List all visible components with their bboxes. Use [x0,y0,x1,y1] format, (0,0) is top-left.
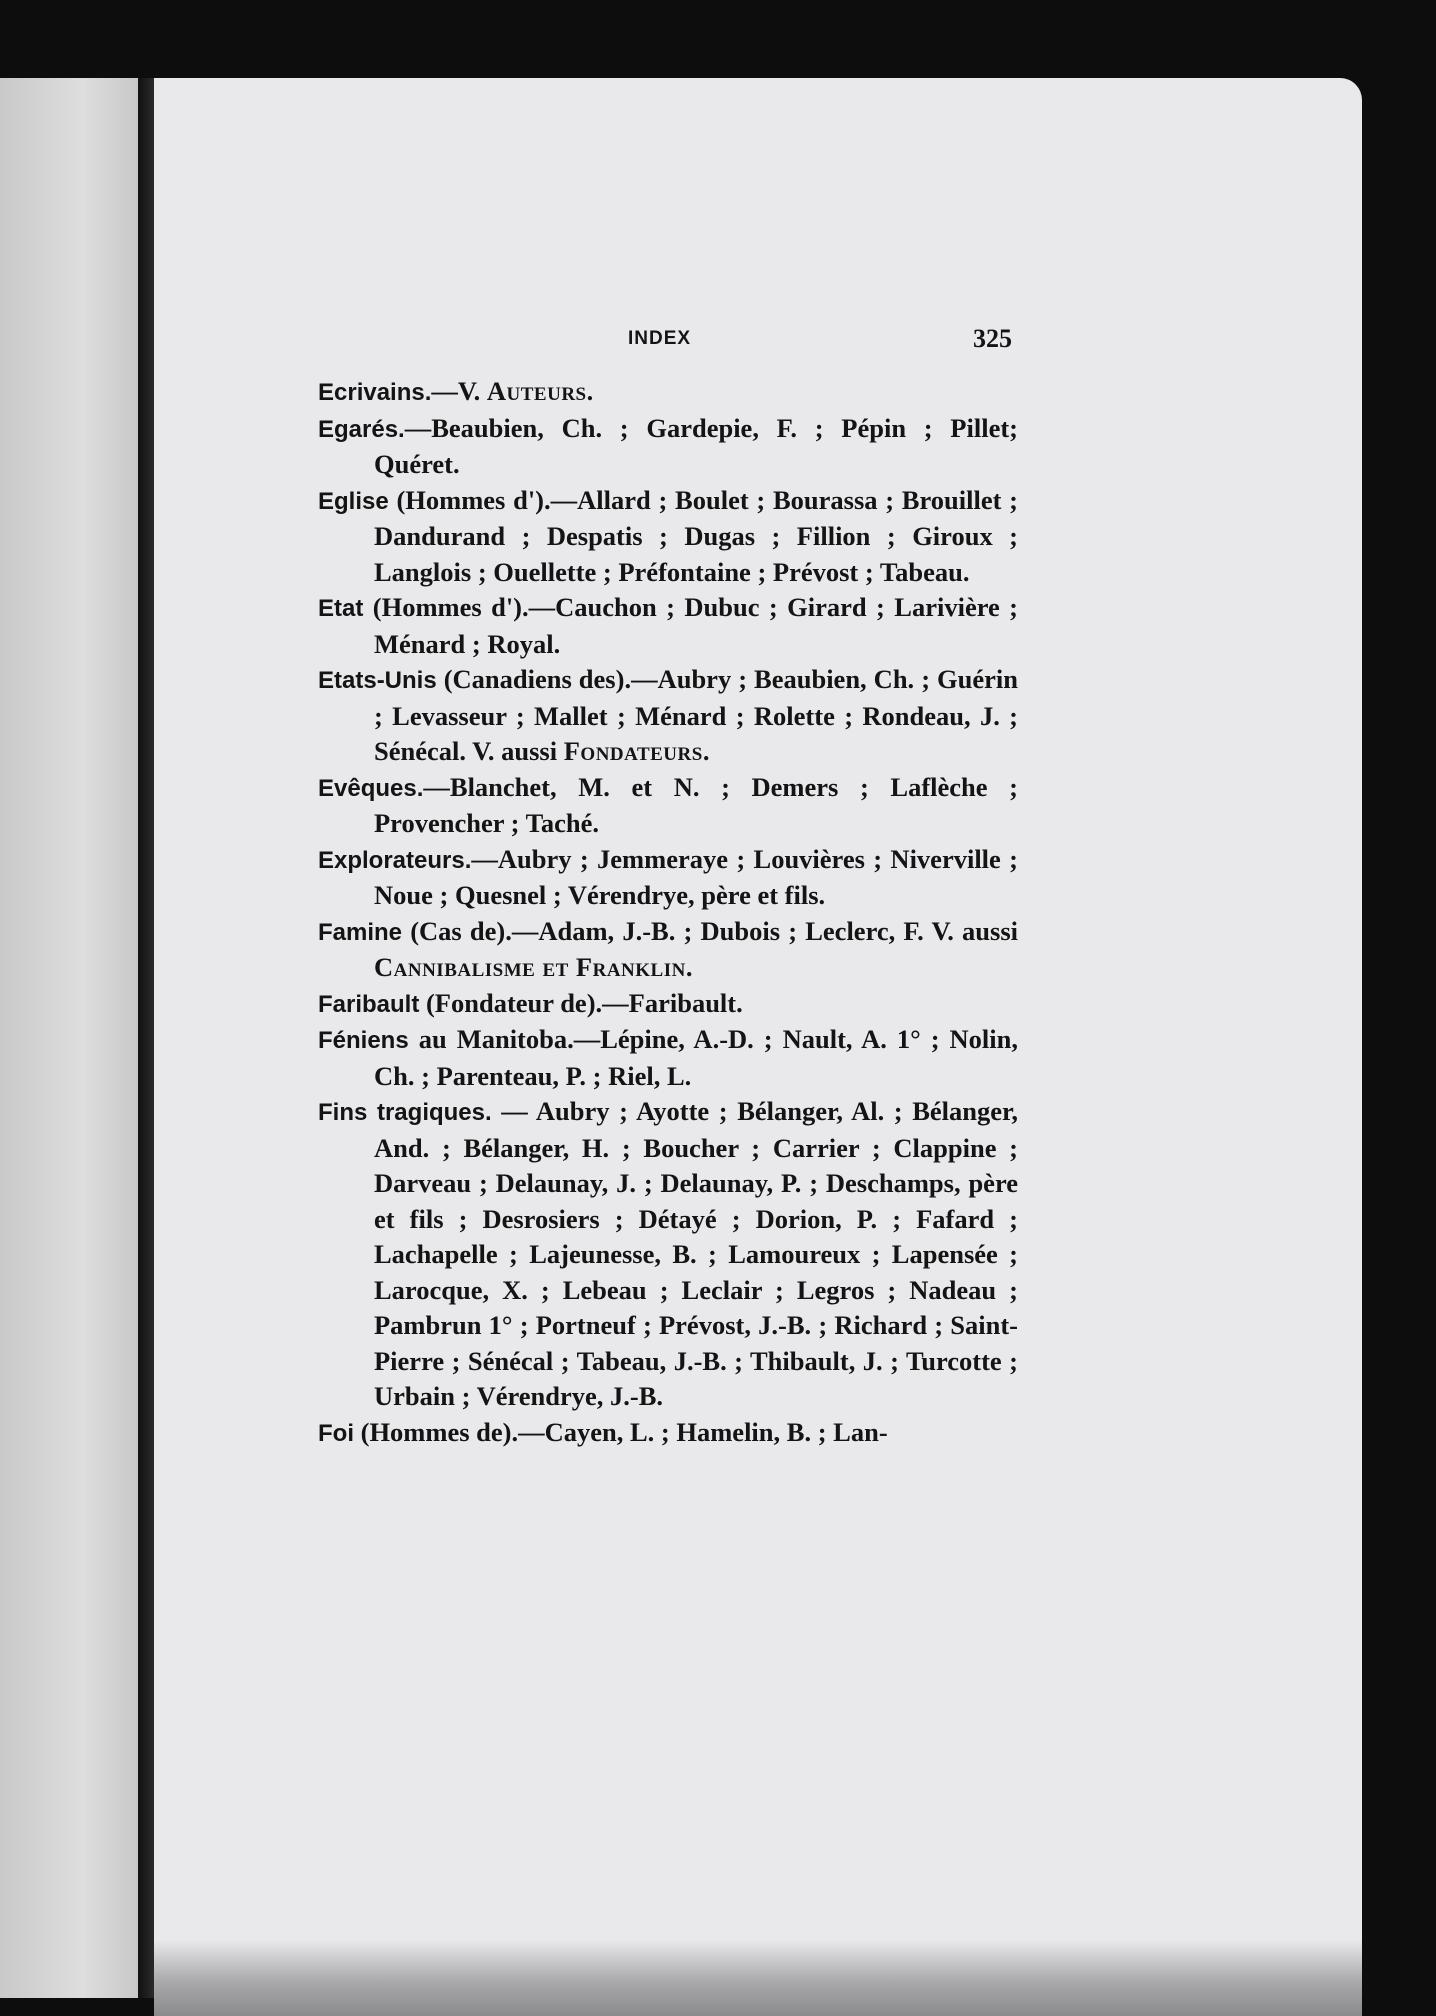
index-entry [318,1022,1018,1094]
index-entry [318,986,1018,1023]
entry-term: Egarés. [318,415,405,443]
index-entry [318,590,1018,662]
entry-text: (Canadiens des).—Aubry ; Beaubien, Ch. ; Guérin ; Levasseur ; Mallet ; Ménard ; Rolette ; Rondeau, J. ; Sénécal. [374,664,1018,766]
index-entry [318,662,1018,770]
entry-term: Fins tragiques. [318,1099,492,1126]
index-entries [318,374,1018,1451]
page-header [318,324,1018,374]
entry-term: Féniens [318,1027,409,1054]
entry-term: Eglise [318,487,389,515]
entry-text: — Aubry ; Ayotte ; Bélanger, Al. ; Bélanger, And. ; Bélanger, H. ; Boucher ; Carrier ; Clappine ; Darveau ; Delaunay, J. ; Delaunay, P. ; Deschamps, père et fils ; Desrosiers ; Détayé ; Dorion, P. ; Fafard ; Lachapelle ; Lajeunesse, B. ; Lamoureux ; Lapensée ; Larocque, X. ; Lebeau ; Leclair ; Legros ; Nadeau ; Pambrun 1° ; Portneuf ; Prévost, J.-B. ; Richard ; Saint-Pierre ; Sénécal ; Tabeau, J.-B. ; Thibault, J. ; Turcotte ; Urbain ; Vérendrye, J.-B. [374,1096,1018,1411]
entry-tail: . [702,736,710,766]
page-content [318,324,1018,1451]
index-entry [318,411,1018,483]
index-entry [318,1094,1018,1415]
entry-term: Famine [318,918,403,946]
index-entry [318,914,1018,986]
entry-term: Faribault [318,990,420,1018]
index-entry [318,842,1018,914]
page-number: 325 [973,324,1012,353]
entry-term: Etats-Unis [318,667,437,694]
entry-text: (Hommes d').—Allard ; Boulet ; Bourassa ; Brouillet ; Dandurand ; Despatis ; Dugas ; Fillion ; Giroux ; Langlois ; Ouellette ; Préfontaine ; Prévost ; Tabeau. [374,484,1018,587]
index-entry [318,1415,1018,1452]
entry-tail: . [685,952,693,982]
entry-term: Explorateurs. [318,846,472,874]
entry-text: (Hommes de).—Cayen, L. ; Hamelin, B. ; Lan- [354,1416,888,1447]
entry-reference: Auteurs [486,376,587,406]
entry-term: Evêques. [318,774,424,802]
entry-text: au Manitoba.—Lépine, A.-D. ; Nault, A. 1° ; Nolin, Ch. ; Parenteau, P. ; Riel, L. [374,1024,1018,1091]
left-page-edge [0,78,138,1998]
running-head: INDEX [628,328,692,349]
entry-text: —Aubry ; Jemmeraye ; Louvières ; Niverville ; Noue ; Quesnel ; Vérendrye, père et fils. [374,843,1018,910]
entry-term: Ecrivains. [318,379,432,406]
entry-text: (Fondateur de).—Faribault. [419,987,743,1018]
page-bottom-shadow [154,1940,1362,2016]
index-entry [318,483,1018,591]
entry-see: V. [457,376,487,406]
entry-text: — [431,376,458,406]
entry-tail: . [586,376,594,406]
entry-reference: Cannibalisme et Franklin [374,952,686,982]
entry-reference: Fondateurs [563,736,703,766]
entry-text: —Beaubien, Ch. ; Gardepie, F. ; Pépin ; Pillet; Quéret. [374,412,1018,479]
entry-text: (Cas de).—Adam, J.-B. ; Dubois ; Leclerc, F. [402,915,932,946]
entry-see: V. aussi [472,736,564,766]
entry-text: —Blanchet, M. et N. ; Demers ; Laflèche ; Provencher ; Taché. [374,771,1018,838]
book-spine [138,78,154,1998]
entry-term: Etat [318,595,364,622]
entry-term: Foi [318,1419,354,1447]
index-entry [318,770,1018,842]
entry-text: (Hommes d').—Cauchon ; Dubuc ; Girard ; Larivière ; Ménard ; Royal. [363,592,1018,659]
index-entry [318,374,1018,411]
entry-see: V. aussi [931,915,1018,946]
